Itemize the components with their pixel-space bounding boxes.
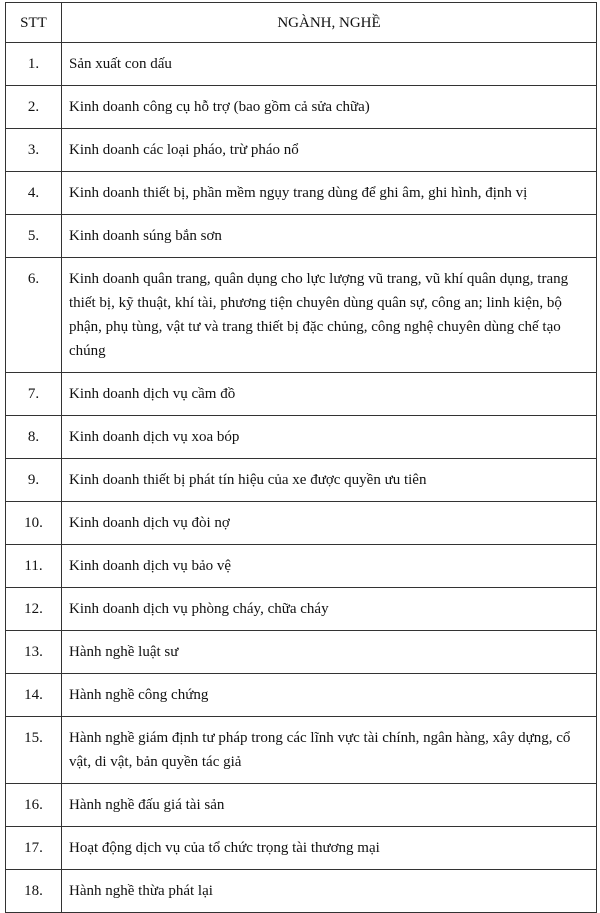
table-row: [6, 502, 597, 545]
row-text: Kinh doanh các loại pháo, trừ pháo nổ: [62, 129, 597, 172]
table-row: [6, 459, 597, 502]
row-number: 15.: [6, 717, 62, 784]
table-row: [6, 674, 597, 717]
table-row: [6, 129, 597, 172]
row-text: Kinh doanh dịch vụ phòng cháy, chữa cháy: [62, 588, 597, 631]
row-text: Hoạt động dịch vụ của tổ chức trọng tài thương mại: [62, 827, 597, 870]
row-number: 6.: [6, 258, 62, 373]
table-row: [6, 416, 597, 459]
table-row: [6, 588, 597, 631]
row-text: Kinh doanh dịch vụ đòi nợ: [62, 502, 597, 545]
row-number: 9.: [6, 459, 62, 502]
table-row: [6, 43, 597, 86]
table-row: [6, 631, 597, 674]
table-row: [6, 373, 597, 416]
row-text: Hành nghề giám định tư pháp trong các lĩnh vực tài chính, ngân hàng, xây dựng, cổ vật, di vật, bản quyền tác giả: [62, 717, 597, 784]
row-text: Kinh doanh dịch vụ bảo vệ: [62, 545, 597, 588]
row-number: 3.: [6, 129, 62, 172]
row-number: 4.: [6, 172, 62, 215]
table-row: [6, 717, 597, 784]
row-number: 2.: [6, 86, 62, 129]
header-nganh-nghe: NGÀNH, NGHỀ: [62, 3, 597, 43]
row-text: Hành nghề đấu giá tài sản: [62, 784, 597, 827]
row-number: 8.: [6, 416, 62, 459]
table-row: [6, 172, 597, 215]
table-row: [6, 545, 597, 588]
table-row: [6, 215, 597, 258]
row-number: 14.: [6, 674, 62, 717]
row-number: 1.: [6, 43, 62, 86]
row-number: 18.: [6, 870, 62, 913]
table-row: [6, 258, 597, 373]
table-row: [6, 827, 597, 870]
row-text: Kinh doanh công cụ hỗ trợ (bao gồm cả sửa chữa): [62, 86, 597, 129]
row-number: 16.: [6, 784, 62, 827]
row-text: Hành nghề thừa phát lại: [62, 870, 597, 913]
row-text: Hành nghề công chứng: [62, 674, 597, 717]
row-text: Kinh doanh dịch vụ cầm đồ: [62, 373, 597, 416]
row-number: 11.: [6, 545, 62, 588]
row-text: Kinh doanh súng bắn sơn: [62, 215, 597, 258]
table-row: [6, 870, 597, 913]
row-number: 17.: [6, 827, 62, 870]
row-number: 10.: [6, 502, 62, 545]
row-number: 13.: [6, 631, 62, 674]
table-row: [6, 784, 597, 827]
header-stt: STT: [6, 3, 62, 43]
row-text: Sản xuất con dấu: [62, 43, 597, 86]
business-lines-table: [5, 2, 597, 913]
row-text: Kinh doanh thiết bị phát tín hiệu của xe được quyền ưu tiên: [62, 459, 597, 502]
row-text: Kinh doanh quân trang, quân dụng cho lực lượng vũ trang, vũ khí quân dụng, trang thiết bị, kỹ thuật, khí tài, phương tiện chuyên dùng quân sự, công an; linh kiện, bộ phận, phụ tùng, vật tư và trang thiết bị đặc chủng, công nghệ chuyên dùng chế tạo chúng: [62, 258, 597, 373]
row-number: 5.: [6, 215, 62, 258]
row-text: Kinh doanh dịch vụ xoa bóp: [62, 416, 597, 459]
row-text: Kinh doanh thiết bị, phần mềm ngụy trang dùng để ghi âm, ghi hình, định vị: [62, 172, 597, 215]
row-text: Hành nghề luật sư: [62, 631, 597, 674]
table-row: [6, 86, 597, 129]
table-header-row: [6, 3, 597, 43]
row-number: 12.: [6, 588, 62, 631]
row-number: 7.: [6, 373, 62, 416]
